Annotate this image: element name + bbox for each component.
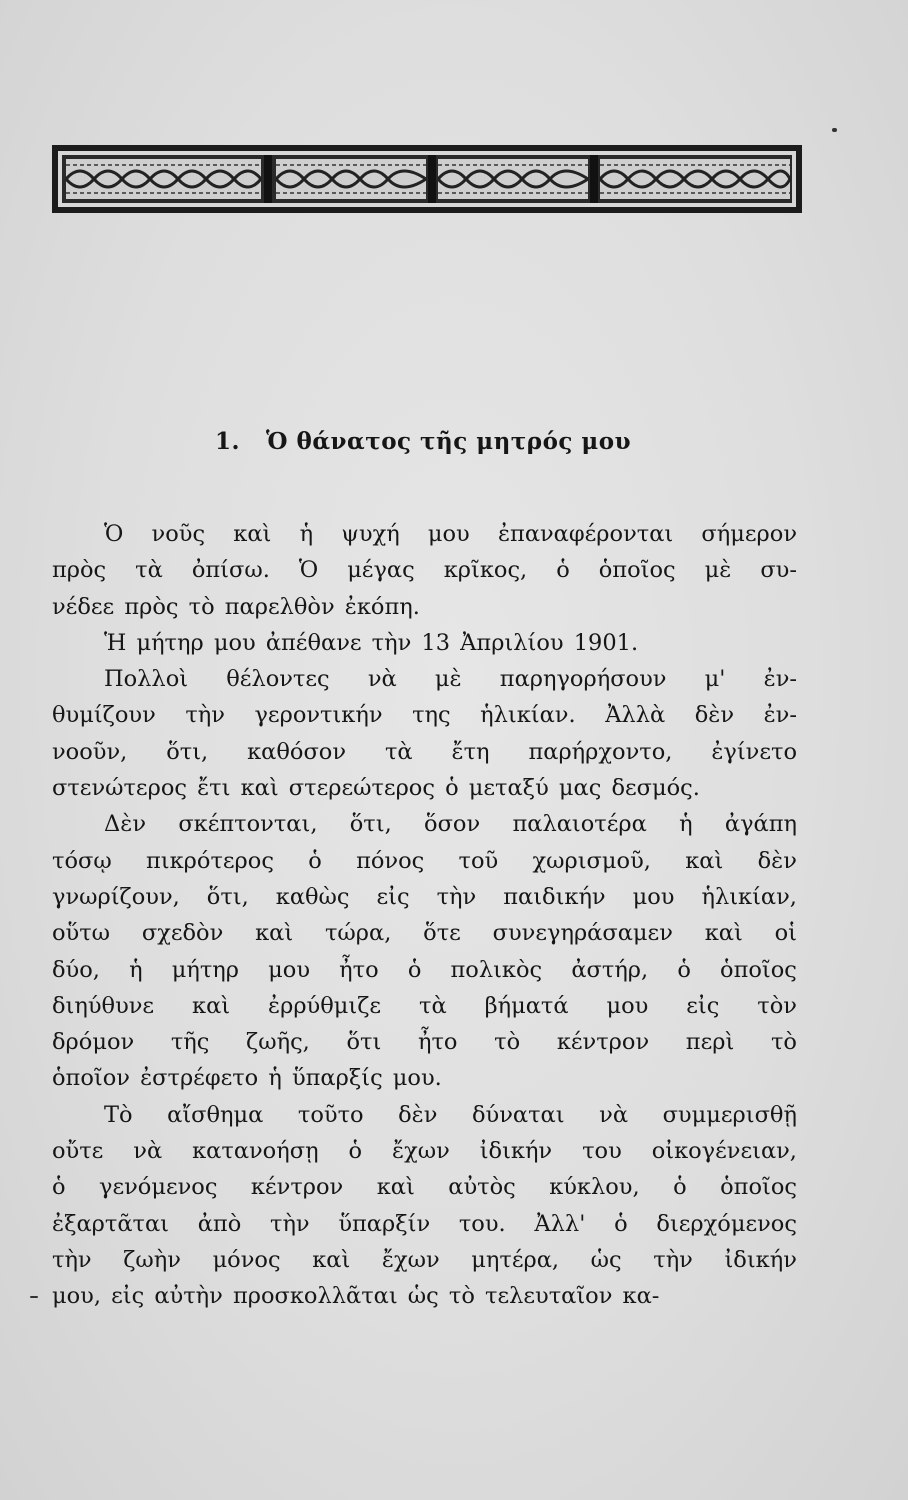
text-line: τόσῳ πικρότερος ὁ πόνος τοῦ χωρισμοῦ, καὶ δὲν	[52, 847, 797, 874]
text-line: Δὲν σκέπτονται, ὅτι, ὅσον παλαιοτέρα ἡ ἀγάπη	[104, 811, 797, 838]
text-line: διηύθυνε καὶ ἐρρύθμιζε τὰ βήματά μου εἰς τὸν	[52, 992, 797, 1019]
text-line: ὁ γενόμενος κέντρον καὶ αὐτὸς κύκλου, ὁ ὁποῖος	[52, 1174, 797, 1201]
text-line: γνωρίζουν, ὅτι, καθὼς εἰς τὴν παιδικήν μου ἡλικίαν,	[52, 883, 797, 910]
text-line: δύο, ἡ μήτηρ μου ἦτο ὁ πολικὸς ἀστήρ, ὁ ὁποῖος	[52, 956, 797, 983]
text-line: νέδεε πρὸς τὸ παρελθὸν ἐκόπη.	[52, 593, 420, 620]
text-line: Τὸ αἴσθημα τοῦτο δὲν δύναται νὰ συμμερισθῇ	[104, 1101, 797, 1128]
text-line: νοοῦν, ὅτι, καθόσον τὰ ἔτη παρήρχοντο, ἐγίνετο	[52, 738, 797, 765]
text-line: Ἡ μήτηρ μου ἀπέθανε τὴν 13 Ἀπριλίου 1901.	[104, 629, 639, 656]
paragraph	[52, 625, 797, 661]
text-line: ἐξαρτᾶται ἀπὸ τὴν ὕπαρξίν του. Ἀλλ' ὁ διερχόμενος	[52, 1210, 797, 1237]
text-line: ὁποῖον ἐστρέφετο ἡ ὕπαρξίς μου.	[52, 1065, 442, 1092]
text-line: μου, εἰς αὐτὴν προσκολλᾶται ὡς τὸ τελευταῖον κα-	[52, 1283, 660, 1310]
chapter-heading	[215, 428, 631, 455]
text-line: Ὁ νοῦς καὶ ἡ ψυχή μου ἐπαναφέρονται σήμερον	[104, 521, 797, 547]
ornamental-header-band	[52, 145, 802, 213]
text-line: θυμίζουν τὴν γεροντικήν της ἡλικίαν. Ἀλλὰ δὲν ἐν-	[52, 702, 797, 729]
paragraph	[52, 806, 797, 1096]
paragraph	[52, 516, 797, 625]
paragraph	[52, 1097, 797, 1315]
text-line: δρόμον τῆς ζωῆς, ὅτι ἦτο τὸ κέντρον περὶ τὸ	[52, 1029, 797, 1056]
text-line: στενώτερος ἔτι καὶ στερεώτερος ὁ μεταξύ μας δεσμός.	[52, 775, 700, 802]
text-line: οὔτε νὰ κατανοήσῃ ὁ ἔχων ἰδικήν του οἰκογένειαν,	[52, 1138, 797, 1165]
paragraph	[52, 661, 797, 806]
text-line: πρὸς τὰ ὀπίσω. Ὁ μέγας κρῖκος, ὁ ὁποῖος μὲ συ-	[52, 557, 797, 584]
chapter-number: 1.	[215, 428, 241, 455]
print-speck	[30, 1296, 38, 1298]
text-line: Πολλοὶ θέλοντες νὰ μὲ παρηγορήσουν μ' ἐν-	[104, 666, 797, 693]
print-speck	[832, 128, 837, 132]
chapter-title: Ὁ θάνατος τῆς μητρός μου	[266, 428, 632, 455]
text-line: τὴν ζωὴν μόνος καὶ ἔχων μητέρα, ὡς τὴν ἰδικήν	[52, 1246, 797, 1273]
body-text	[52, 516, 797, 1315]
text-line: οὕτω σχεδὸν καὶ τώρα, ὅτε συνεγηράσαμεν καὶ οἱ	[52, 920, 797, 947]
